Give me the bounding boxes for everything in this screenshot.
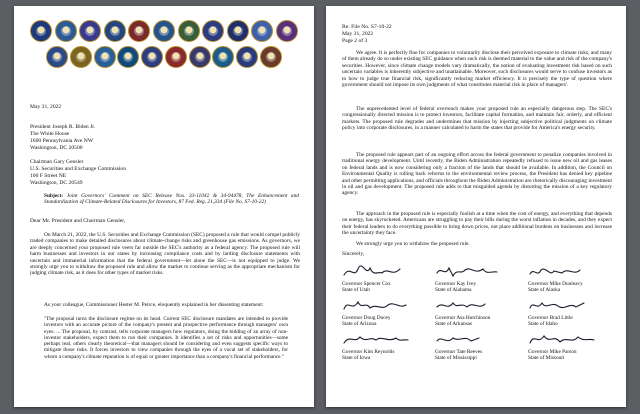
signatory-state: State of Arizona — [342, 321, 377, 327]
handwritten-signature-icon — [342, 331, 412, 349]
state-seal-icon — [46, 46, 68, 68]
signatory-name: Governor Brad Little — [528, 315, 573, 321]
body-paragraph-3: We agree. It is perfectly fine for companies to voluntarily disclose their perceived exposure to climate risks, and many of them already do so under existing SEC guidance when such risk is deemed material to the value and risk of the company's securities. However, since climate change models vary dramatically, the notion of evaluating investment risk based on such uncertain variables is inherently subjective and unattainable. Moreover, such disclosures would serve to confuse investors as to how to judge true financial risk, significantly reducing market efficiency. It is precisely the type of question where government should not impose its own judgments of what constitutes material risk in place of managers'. — [342, 50, 612, 89]
seal-row-top — [30, 20, 298, 42]
signatory — [528, 297, 612, 327]
block-quote: "The proposal turns the disclosure regime on its head. Current SEC disclosure mandates are intended to provide investors with an accurate picture of the company's present and prospective performance through managers' own eyes. ... The proposal, by contrast, tells corporate managers how regulators, doing the bidding of an array of non-investor stakeholders, expect them to run their companies. It identifies a set of risks and opportunities—some perhaps real, others clearly theoretical—that managers should be considering and even suggests specific ways to mitigate those risks. It forces investors to view companies through the eyes of a vocal set of stakeholders, for whom a company's climate reputation is of equal or greater importance than a company's financial performance." — [44, 316, 288, 360]
signature-block — [342, 263, 612, 365]
handwritten-signature-icon — [435, 297, 505, 315]
state-seal-icon — [189, 46, 211, 68]
addressee-president — [30, 124, 95, 152]
handwritten-signature-icon — [342, 297, 412, 315]
signatory-name: Governor Doug Ducey — [342, 315, 391, 321]
signatory — [528, 331, 612, 361]
state-seal-icon — [251, 20, 273, 42]
state-seal-icon — [79, 20, 101, 42]
signatory-state: State of Alaska — [528, 287, 561, 293]
state-seal-icon — [227, 20, 249, 42]
state-seal-icon — [212, 46, 234, 68]
signature-row — [342, 263, 612, 293]
state-seal-icon — [104, 20, 126, 42]
state-seal-icon — [165, 46, 187, 68]
addressee-line: The White House — [30, 131, 70, 137]
body-paragraph-4: The unprecedented level of federal overreach makes your proposed rule an especially dangerous step. The SEC's congressionally directed mission is to protect investors, facilitate capital formation, and maintain fair, orderly, and efficient markets. The proposed rule degrades and undermines that mission by injecting subjective political judgments on climate policy into corporate disclosures, in a manner calculated to harm the states that provide for America's energy security. — [342, 106, 612, 132]
signatory — [342, 263, 426, 293]
signatory-name: Governor Kim Reynolds — [342, 349, 395, 355]
addressee-line: 100 F Street NE — [30, 173, 67, 179]
letter-page-2 — [326, 6, 626, 407]
body-paragraph-7: We strongly urge you to withdraw the proposed rule. — [356, 241, 470, 247]
addressee-line: Washington, DC 20549 — [30, 180, 83, 186]
state-seal-icon — [260, 46, 282, 68]
addressee-line: U.S. Securities and Exchange Commission — [30, 166, 127, 172]
signatory-state: State of Iowa — [342, 355, 371, 361]
body-paragraph-1: On March 21, 2022, the U.S. Securities and Exchange Commission (SEC) proposed a rule that would compel publicly traded companies to make detailed disclosures about climate-change risks and greenhouse gas emissions. As governors, we are deeply concerned your proposed rule veers far outside the SEC's authority as a federal agency. The proposed rule will harm businesses and investors in our states by increasing compliance costs and by larding disclosure statements with uncertain and immaterial information that the federal government—let alone the SEC—is not equipped to judge. We strongly urge you to withdraw the proposed rule and allow the market to continue serving as the appropriate mechanism for judging climate risk, as it does for other types of market risks. — [30, 232, 300, 277]
letter-page-1 — [14, 6, 314, 407]
signatory-state: State of Alabama — [435, 287, 472, 293]
body-paragraph-2: As your colleague, Commissioner Hester M. Peirce, eloquently explained in her dissenting statement: — [44, 302, 264, 308]
addressee-line: Chairman Gary Gensler — [30, 159, 84, 165]
handwritten-signature-icon — [435, 331, 505, 349]
subject-line — [44, 193, 299, 206]
body-paragraph-5: The proposed rule appears part of an ongoing effort across the federal government to penalize companies involved in traditional energy development. Until recently, the Biden Administration repeatedly refused to issue new oil and gas leases on federal lands and is now considering only a fraction of the lands that should be available. In addition, the Council on Environmental Quality is rolling back reforms to the environmental review process, the President has denied key pipeline and other permitting applications, and officials throughout the Biden Administration are rhetorically discouraging investment in oil and gas development. The proposed rule adds to that misguided agenda by distorting the mission of a key regulatory agency. — [342, 152, 612, 197]
subject-text: Joint Governors' Comment on SEC Release Nos. 33-11042 & 34-94478, The Enhancement and Standardization of Climate-Related Disclosures for Investors, 87 Fed. Reg. 21,334 (File No. S7-10-22) — [44, 193, 299, 206]
signatory — [342, 297, 426, 327]
state-seal-icon — [128, 20, 150, 42]
addressee-chairman — [30, 159, 126, 187]
signatory — [435, 297, 519, 327]
state-seal-icon — [70, 46, 92, 68]
handwritten-signature-icon — [528, 263, 598, 281]
state-seal-icon — [153, 20, 175, 42]
state-seal-icon — [276, 20, 298, 42]
header-line: Page 2 of 3 — [342, 38, 368, 44]
signatory-name: Governor Tate Reeves — [435, 349, 483, 355]
signatory — [342, 331, 426, 361]
handwritten-signature-icon — [528, 331, 598, 349]
state-seal-icon — [117, 46, 139, 68]
handwritten-signature-icon — [342, 263, 412, 281]
state-seal-icon — [178, 20, 200, 42]
state-seal-icon — [94, 46, 116, 68]
state-seal-icon — [141, 46, 163, 68]
page-header — [342, 24, 392, 45]
signatory — [435, 331, 519, 361]
signatory-state: State of Mississippi — [435, 355, 477, 361]
state-seal-icon — [236, 46, 258, 68]
addressee-line: President Joseph R. Biden Jr. — [30, 124, 96, 130]
body-paragraph-6: The approach in the proposed rule is especially foolish at a time when the cost of energy, and everything that depends on energy, has skyrocketed. Americans are struggling to pay their bills during the worst inflation in decades, and they expect their federal leaders to do everything possible to bring down prices, not place additional burdens on businesses and increase the uncertainty they face. — [342, 211, 612, 237]
handwritten-signature-icon — [435, 263, 505, 281]
letter-date: May 31, 2022 — [30, 104, 62, 110]
state-seals — [30, 20, 298, 72]
seal-row-bottom — [30, 46, 298, 68]
salutation: Dear Mr. President and Chairman Gensler, — [30, 218, 126, 224]
closing: Sincerely, — [342, 251, 365, 257]
signatory-name: Governor Mike Dunleavy — [528, 281, 583, 287]
signatory-state: State of Arkansas — [435, 321, 473, 327]
header-line: May 31, 2022 — [342, 31, 374, 37]
addressee-line: 1600 Pennsylvania Ave NW — [30, 138, 94, 144]
signature-row — [342, 331, 612, 361]
signatory-name: Governor Kay Ivey — [435, 281, 477, 287]
state-seal-icon — [55, 20, 77, 42]
signatory-name: Governor Asa Hutchinson — [435, 315, 491, 321]
signatory-state: State of Missouri — [528, 355, 565, 361]
state-seal-icon — [202, 20, 224, 42]
signatory — [528, 263, 612, 293]
signatory-state: State of Idaho — [528, 321, 558, 327]
signature-row — [342, 297, 612, 327]
signatory-name: Governor Mike Parson — [528, 349, 577, 355]
addressee-line: Washington, DC 20500 — [30, 145, 83, 151]
subject-label: Subject: — [44, 193, 64, 199]
signatory-state: State of Utah — [342, 287, 370, 293]
header-line: Re: File No. S7-10-22 — [342, 24, 392, 30]
handwritten-signature-icon — [528, 297, 598, 315]
signatory-name: Governor Spencer Cox — [342, 281, 391, 287]
signatory — [435, 263, 519, 293]
state-seal-icon — [30, 20, 52, 42]
